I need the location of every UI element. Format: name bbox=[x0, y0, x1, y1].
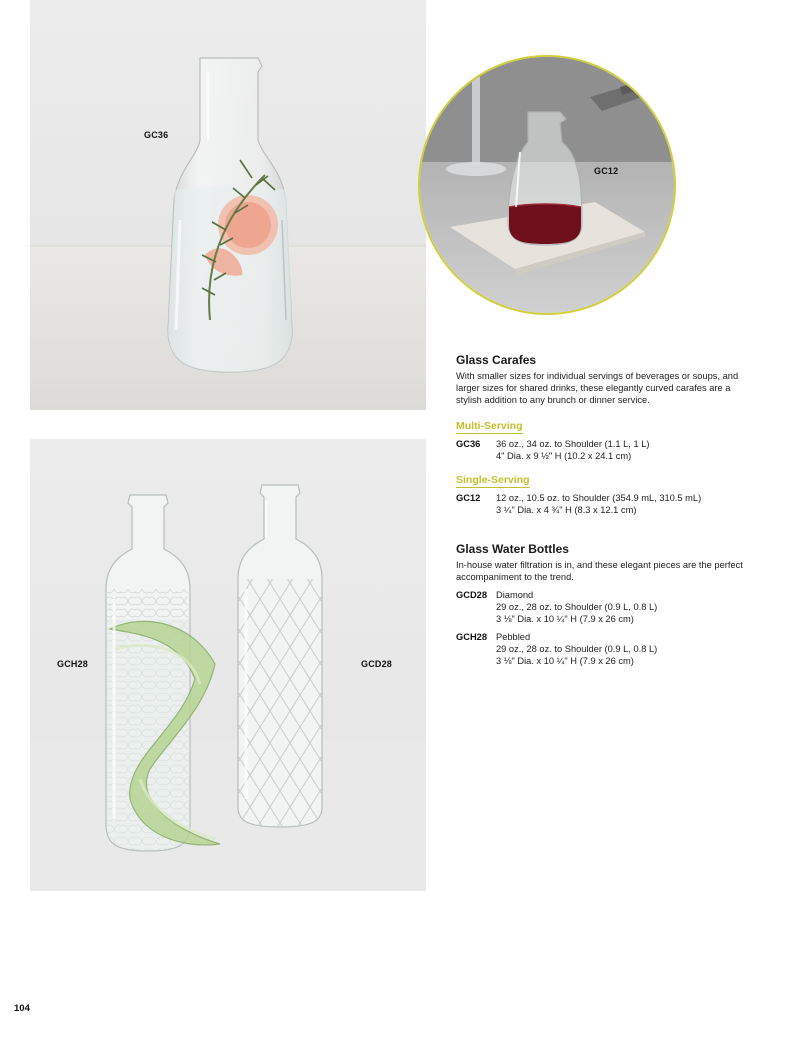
page-number: 104 bbox=[14, 1003, 30, 1014]
product-capacity: 29 oz., 28 oz. to Shoulder (0.9 L, 0.8 L) bbox=[496, 602, 658, 612]
product-capacity: 12 oz., 10.5 oz. to Shoulder (354.9 mL, 310.5 mL) bbox=[496, 493, 702, 503]
product-row-gc12 bbox=[456, 492, 756, 516]
section-title-glass-water-bottles: Glass Water Bottles bbox=[456, 542, 569, 556]
product-capacity: 29 oz., 28 oz. to Shoulder (0.9 L, 0.8 L) bbox=[496, 644, 658, 654]
product-dimensions: 3 ¼" Dia. x 4 ¾" H (8.3 x 12.1 cm) bbox=[496, 505, 637, 515]
product-row-gcd28 bbox=[456, 589, 756, 625]
product-variant: Pebbled bbox=[496, 632, 531, 642]
subhead-multi-serving: Multi-Serving bbox=[456, 420, 523, 432]
product-dimensions: 4" Dia. x 9 ½" H (10.2 x 24.1 cm) bbox=[496, 451, 632, 461]
product-code: GCD28 bbox=[456, 590, 488, 600]
product-variant: Diamond bbox=[496, 590, 534, 600]
product-dimensions: 3 ⅛" Dia. x 10 ¼" H (7.9 x 26 cm) bbox=[496, 656, 634, 666]
product-dimensions: 3 ⅛" Dia. x 10 ¼" H (7.9 x 26 cm) bbox=[496, 614, 634, 624]
product-row-gch28 bbox=[456, 631, 756, 667]
glass-water-bottles-section bbox=[456, 542, 756, 667]
callout-gc36: GC36 bbox=[144, 130, 169, 140]
product-row-gc36 bbox=[456, 438, 756, 462]
glass-water-bottles-description: In-house water filtration is in, and these elegant pieces are the perfect accompaniment to the trend. bbox=[456, 560, 743, 582]
carafe-gc36-photo bbox=[30, 0, 426, 410]
glass-carafes-description: With smaller sizes for individual servings of beverages or soups, and larger sizes for shared drinks, these elegantly curved carafes are a stylish addition to any brunch or dinner service. bbox=[456, 371, 739, 405]
product-code: GC36 bbox=[456, 439, 481, 449]
callout-gch28: GCH28 bbox=[57, 659, 89, 669]
glass-carafes-section bbox=[456, 353, 756, 516]
subhead-single-serving: Single-Serving bbox=[456, 474, 530, 486]
product-code: GCH28 bbox=[456, 632, 488, 642]
section-title-glass-carafes: Glass Carafes bbox=[456, 353, 537, 367]
product-code: GC12 bbox=[456, 493, 481, 503]
callout-gcd28: GCD28 bbox=[361, 659, 393, 669]
carafe-gc12-photo bbox=[418, 55, 676, 315]
product-capacity: 36 oz., 34 oz. to Shoulder (1.1 L, 1 L) bbox=[496, 439, 650, 449]
callout-gc12: GC12 bbox=[594, 166, 619, 176]
